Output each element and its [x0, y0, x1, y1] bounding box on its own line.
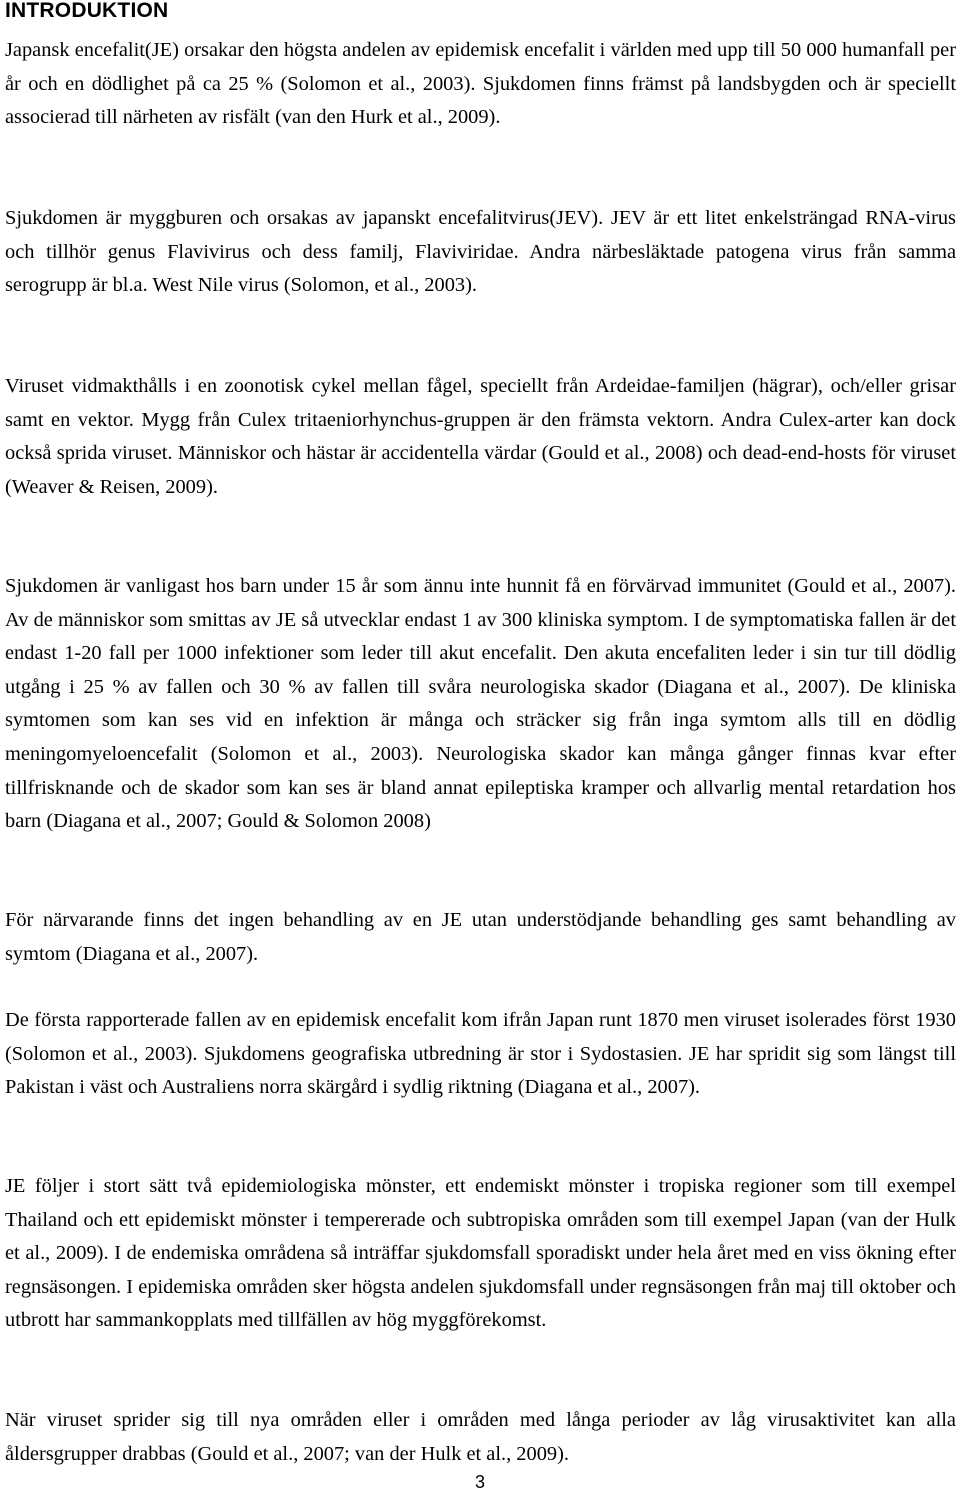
paragraph-3: Viruset vidmakthålls i en zoonotisk cykel mellan fågel, speciellt från Ardeidae-familjen (hägrar), och/eller grisar samt en vektor. Mygg från Culex tritaeniorhynchus-gruppen är den främsta vektorn. Andra Culex-arter kan dock också sprida viruset. Människor och hästar är accidentella värdar (Gould et al., 2008) och dead-end-hosts för viruset (Weaver & Reisen, 2009). [5, 375, 956, 498]
paragraph-5: För närvarande finns det ingen behandling av en JE utan understödjande behandling ges samt behandling av symtom (Diagana et al., 2007). [5, 909, 956, 965]
paragraph-6: De första rapporterade fallen av en epidemisk encefalit kom ifrån Japan runt 1870 men viruset isolerades först 1930 (Solomon et al., 2003). Sjukdomens geografiska utbredning är stor i Sydostasien. JE har spridit sig som längst till Pakistan i väst och Australiens norra skärgård i sydlig riktning (Diagana et al., 2007). [5, 1009, 956, 1099]
page-number: 3 [474, 1472, 485, 1492]
paragraph-7: JE följer i stort sätt två epidemiologiska mönster, ett endemiskt mönster i tropiska regioner som till exempel Thailand och ett epidemiskt mönster i tempererade och subtropiska områden som till exempel Japan (van der Hulk et al., 2009). I de endemiska områdena så inträffar sjukdomsfall sporadiskt under hela året med en viss ökning efter regnsäsongen. I epidemiska områden sker högsta andelen sjukdomsfall under regnsäsongen från maj till oktober och utbrott har sammankopplats med tillfällen av hög myggförekomst. [5, 1175, 956, 1332]
section-heading: INTRODUKTION [5, 0, 169, 22]
paragraph-4: Sjukdomen är vanligast hos barn under 15 år som ännu inte hunnit få en förvärvad immunitet (Gould et al., 2007). Av de människor som smittas av JE så utvecklar endast 1 av 300 kliniska symptom. I de symptomatiska fallen är det endast 1-20 fall per 1000 infektioner som leder till akut encefalit. Den akuta encefaliten leder i sin tur till dödlig utgång i 25 % av fallen och 30 % av fallen till svåra neurologiska skador (Diagana et al., 2007). De kliniska symtomen som kan ses vid en infektion är många och sträcker sig från inga symtom alls till en dödlig meningomyeloencefalit (Solomon et al., 2003). Neurologiska skador kan många gånger finnas kvar efter tillfrisknande och de skador som kan ses är bland annat epileptiska kramper och allvarlig mental retardation hos barn (Diagana et al., 2007; Gould & Solomon 2008) [5, 575, 956, 833]
paragraph-1: Japansk encefalit(JE) orsakar den högsta andelen av epidemisk encefalit i världen med upp till 50 000 humanfall per år och en dödlighet på ca 25 % (Solomon et al., 2003). Sjukdomen finns främst på landsbygden och är speciellt associerad till närheten av risfält (van den Hurk et al., 2009). [5, 39, 956, 129]
paragraph-8: När viruset sprider sig till nya områden eller i områden med långa perioder av låg virusaktivitet kan alla åldersgrupper drabbas (Gould et al., 2007; van der Hulk et al., 2009). [5, 1409, 956, 1465]
paragraph-2: Sjukdomen är myggburen och orsakas av japanskt encefalitvirus(JEV). JEV är ett litet enkelsträngad RNA-virus och tillhör genus Flavivirus och dess familj, Flaviviridae. Andra närbesläktade patogena virus från samma serogrupp är bl.a. West Nile virus (Solomon, et al., 2003). [5, 207, 956, 297]
